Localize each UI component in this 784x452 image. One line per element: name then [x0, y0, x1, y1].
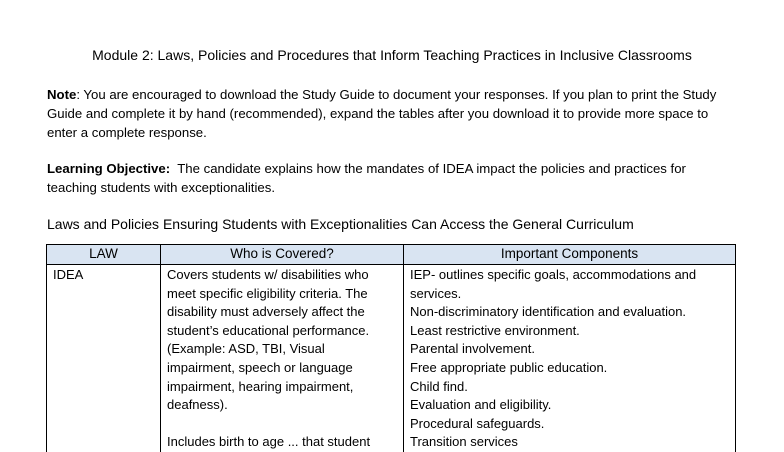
column-header-law: LAW: [47, 245, 161, 265]
component-line: Least restrictive environment.: [410, 322, 580, 338]
component-line: Transition services: [410, 434, 518, 450]
learning-objective-text: The candidate explains how the mandates of IDEA impact the policies and practices for teaching students with exceptionalities.: [47, 161, 690, 195]
covered-line: student’s educational performance.: [167, 322, 370, 338]
covered-line: (Example: ASD, TBI, Visual: [167, 341, 325, 357]
note-paragraph: [47, 85, 737, 142]
who-covered-cell: [161, 265, 404, 452]
component-line: Child find.: [410, 378, 468, 394]
laws-table: [46, 244, 736, 452]
covered-line: Includes birth to age ... that student: [167, 434, 371, 450]
component-line: Non-discriminatory identification and evaluation.: [410, 304, 687, 320]
covered-line: disability must adversely affect the: [167, 304, 365, 320]
components-cell: [404, 265, 736, 452]
covered-line: Covers students w/ disabilities who: [167, 267, 369, 282]
covered-line: meet specific eligibility criteria. The: [167, 285, 368, 301]
component-line: IEP- outlines specific goals, accommodations and: [410, 267, 697, 282]
covered-line: deafness).: [167, 397, 228, 413]
component-line: services.: [410, 285, 462, 301]
component-line: Parental involvement.: [410, 341, 536, 357]
section-heading: Laws and Policies Ensuring Students with Exceptionalities Can Access the General Curriculum: [47, 216, 634, 232]
covered-line: impairment, hearing impairment,: [167, 378, 354, 394]
page-title: Module 2: Laws, Policies and Procedures that Inform Teaching Practices in Inclusive Classrooms: [92, 47, 692, 63]
learning-objective-paragraph: [47, 159, 737, 197]
component-line: Free appropriate public education.: [410, 359, 608, 375]
component-line: Procedural safeguards.: [410, 415, 545, 431]
law-cell: IDEA: [47, 265, 161, 452]
column-header-who-covered: Who is Covered?: [161, 245, 404, 265]
table-row: [47, 265, 736, 452]
note-text: : You are encouraged to download the Study Guide to document your responses. If you plan to print the Study Guide and complete it by hand (recommended), expand the tables after you download it to provide more space to enter a complete response.: [47, 87, 717, 140]
covered-blank-line: [167, 415, 397, 434]
component-line: Evaluation and eligibility.: [410, 397, 552, 413]
note-label: Note: [47, 87, 77, 102]
table-header-row: [47, 245, 736, 265]
covered-line: impairment, speech or language: [167, 359, 353, 375]
learning-objective-label: Learning Objective:: [47, 161, 171, 176]
column-header-components: Important Components: [404, 245, 736, 265]
